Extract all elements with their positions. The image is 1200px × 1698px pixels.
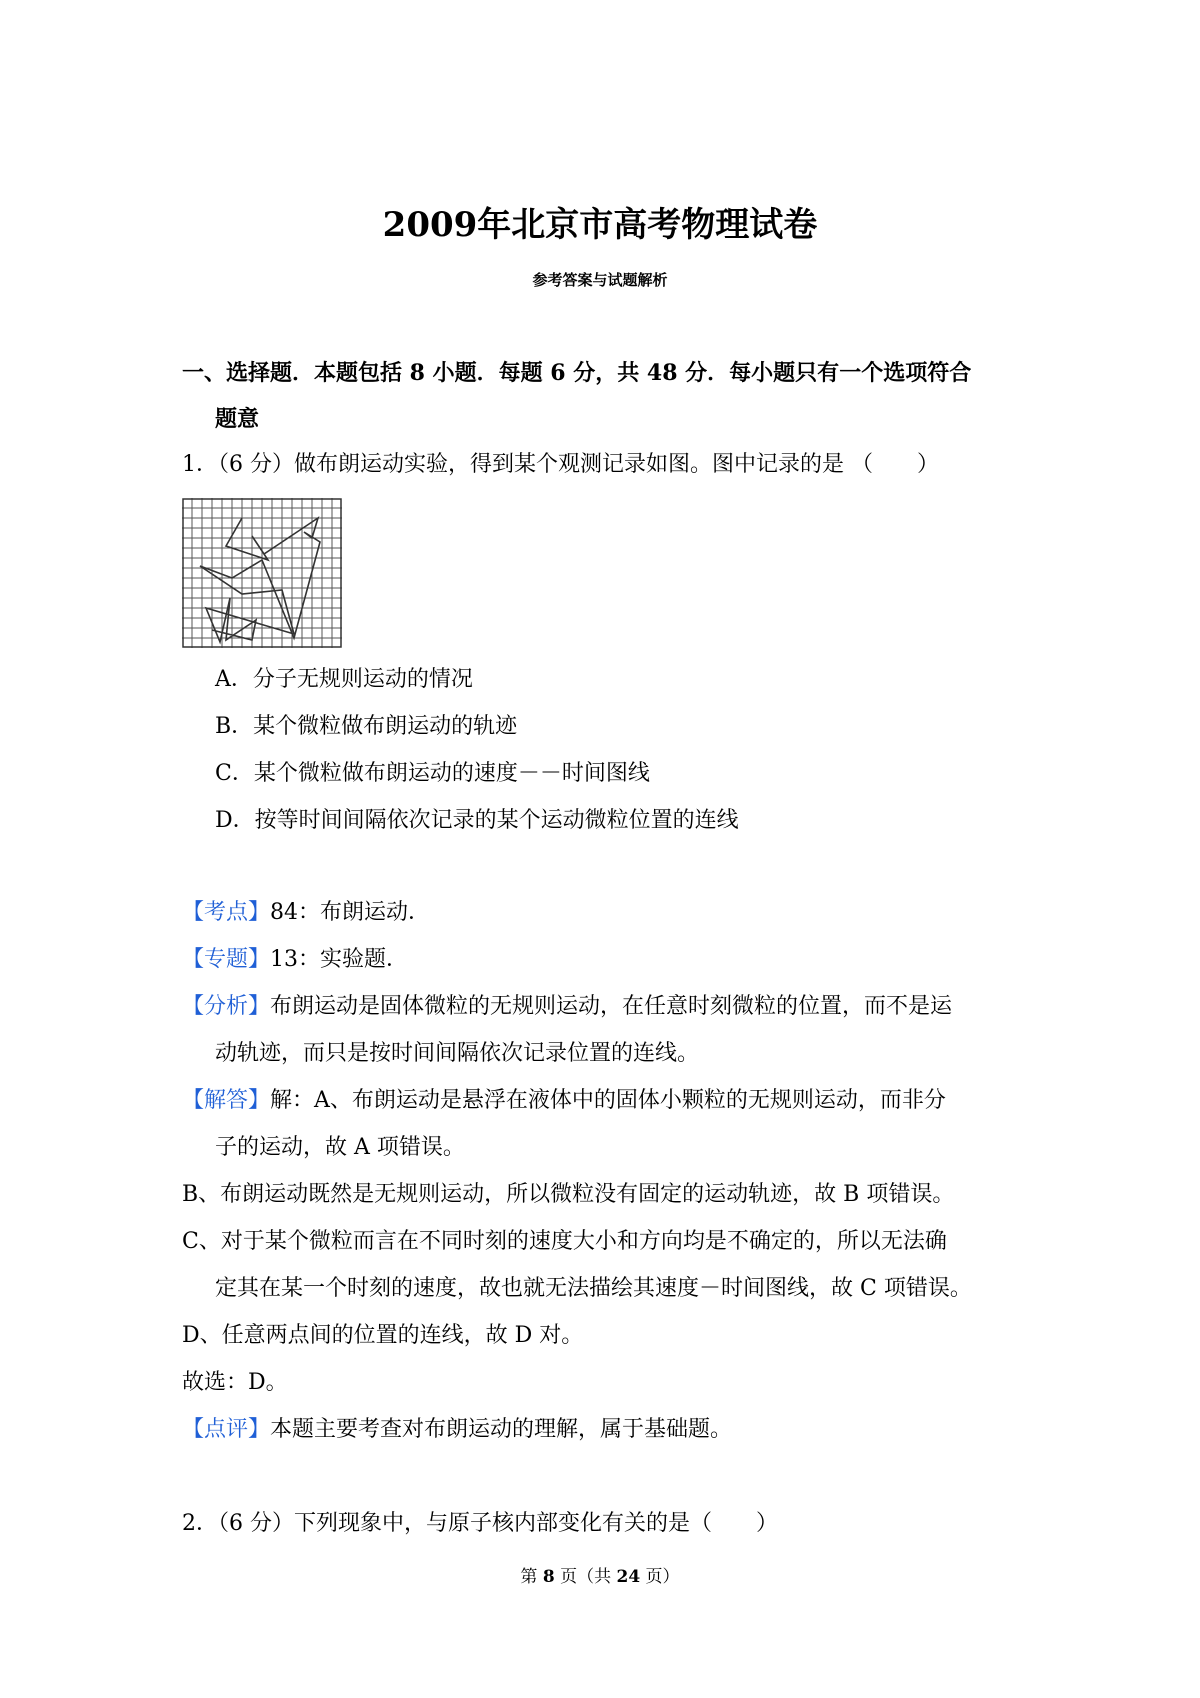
footer-pre: 第 <box>520 1567 543 1587</box>
footer-mid: 页（共 <box>554 1567 617 1587</box>
fenxi-text-1: 布朗运动是固体微粒的无规则运动，在任意时刻微粒的位置，而不是运 <box>270 994 953 1019</box>
footer-post: 页） <box>640 1567 680 1587</box>
q1-option-a: A．分子无规则运动的情况 <box>215 667 473 692</box>
q1-option-b: B．某个微粒做布朗运动的轨迹 <box>215 714 518 739</box>
zhuanti-text: 13：实验题． <box>270 947 409 972</box>
explain-c-2: 定其在某一个时刻的速度，故也就无法描绘其速度－时间图线，故 C 项错误。 <box>215 1276 972 1301</box>
dianping-line <box>182 1415 732 1445</box>
fenxi-text-2: 动轨迹，而只是按时间间隔依次记录位置的连线。 <box>215 1041 700 1066</box>
brownian-motion-figure <box>182 498 342 648</box>
jieda-tag: 【解答】 <box>182 1088 271 1113</box>
fenxi-line <box>182 992 952 1022</box>
jieda-text-1: 解：A、布朗运动是悬浮在液体中的固体小颗粒的无规则运动，而非分 <box>270 1088 946 1113</box>
q1-option-d: D．按等时间间隔依次记录的某个运动微粒位置的连线 <box>215 808 739 833</box>
q1-option-c: C．某个微粒做布朗运动的速度－－时间图线 <box>215 761 650 786</box>
explain-c-1: C、对于某个微粒而言在不同时刻的速度大小和方向均是不确定的，所以无法确 <box>182 1229 947 1254</box>
explain-b: B、布朗运动既然是无规则运动，所以微粒没有固定的运动轨迹，故 B 项错误。 <box>182 1182 955 1207</box>
question-2-stem: 2．（6 分）下列现象中，与原子核内部变化有关的是（ ） <box>182 1511 778 1536</box>
kaodian-line <box>182 898 430 928</box>
page-subtitle: 参考答案与试题解析 <box>532 271 668 289</box>
answer-line: 故选：D。 <box>182 1370 288 1395</box>
dianping-text: 本题主要考查对布朗运动的理解，属于基础题。 <box>270 1417 733 1442</box>
page-footer <box>0 1565 1200 1589</box>
dianping-tag: 【点评】 <box>182 1417 271 1442</box>
question-1-stem: 1．（6 分）做布朗运动实验，得到某个观测记录如图。图中记录的是 （ ） <box>182 452 939 477</box>
section-heading-line2: 题意 <box>215 406 260 432</box>
kaodian-tag: 【考点】 <box>182 900 271 925</box>
footer-page-number: 8 <box>542 1567 555 1587</box>
fenxi-tag: 【分析】 <box>182 994 271 1019</box>
footer-total-pages: 24 <box>616 1567 641 1587</box>
zhuanti-line <box>182 945 408 975</box>
page-title: 2009年北京市高考物理试卷 <box>382 205 818 245</box>
zhuanti-tag: 【专题】 <box>182 947 271 972</box>
explain-d: D、任意两点间的位置的连线，故 D 对。 <box>182 1323 584 1348</box>
kaodian-text: 84：布朗运动． <box>270 900 431 925</box>
jieda-line <box>182 1086 946 1116</box>
jieda-text-2: 子的运动，故 A 项错误。 <box>215 1135 465 1160</box>
section-heading-line1: 一、选择题．本题包括 8 小题．每题 6 分，共 48 分．每小题只有一个选项符合 <box>182 360 972 386</box>
